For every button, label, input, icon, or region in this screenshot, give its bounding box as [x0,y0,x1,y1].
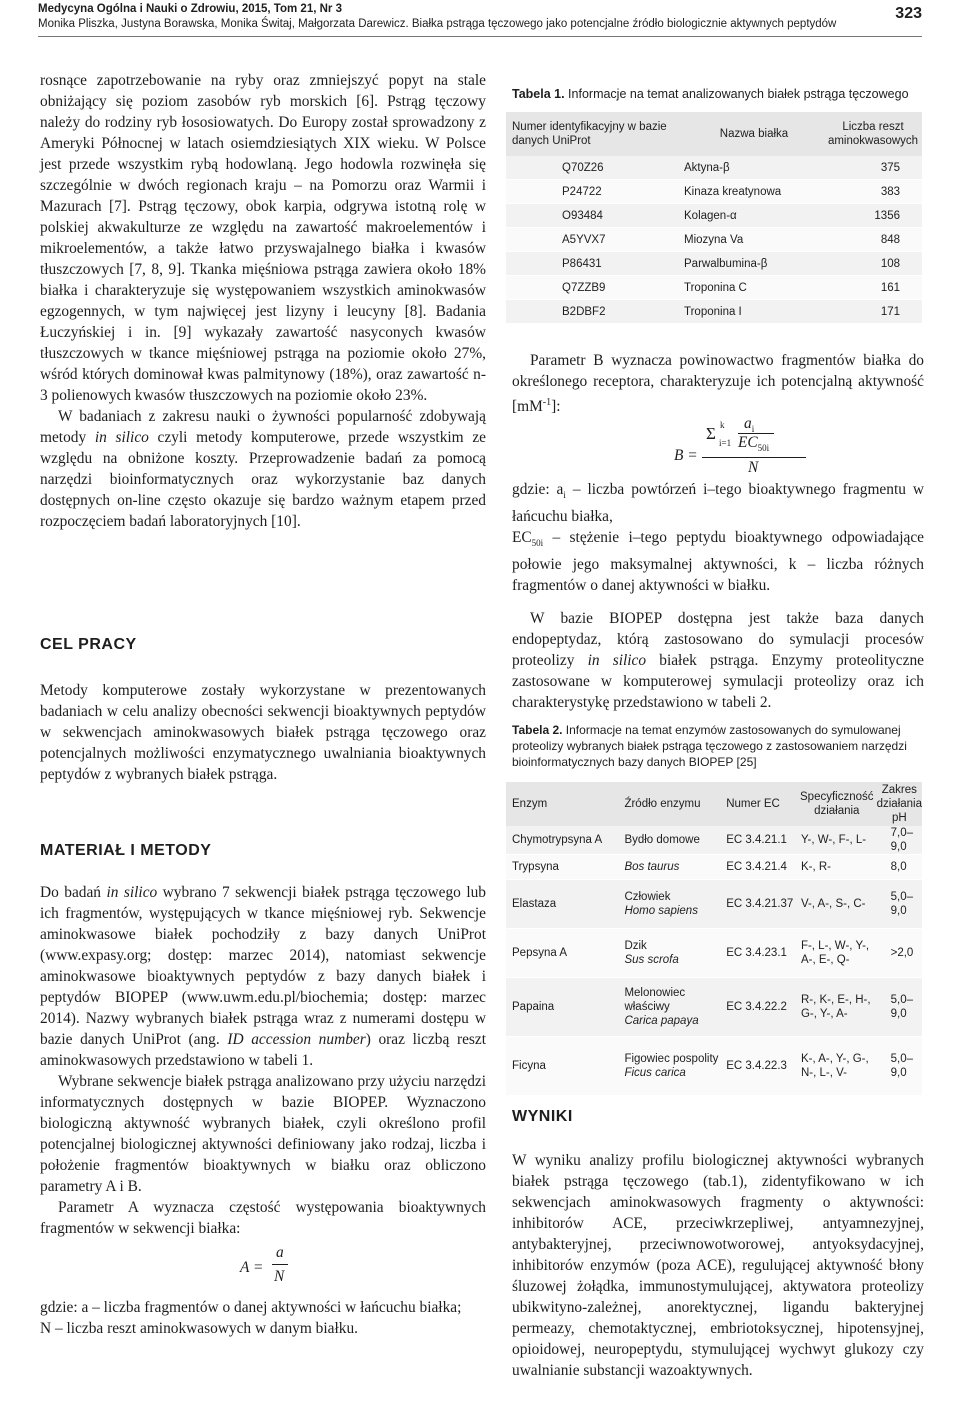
formula-b-lower-limit: i=1 [719,438,732,449]
where-a-line-2: N – liczba reszt aminokwasowych w danym białku. [40,1320,358,1337]
table2-cell: >2,0 [877,929,922,978]
table2-cell: Ficyna [506,1037,620,1096]
formula-b-denominator: N [748,459,759,477]
section-heading-wyniki: WYNIKI [512,1108,573,1125]
table2-cell: R-, K-, E-, H-, G-, Y-, A- [797,978,877,1037]
table1-row [506,252,922,276]
formula-b [512,417,924,479]
table1-cell: Miozyna Va [684,228,824,252]
table2-cell [620,978,726,1037]
table2-cell: 5,0–9,0 [877,1037,922,1096]
table1-cell: 375 [824,156,922,180]
table2-cell: 5,0–9,0 [877,880,922,929]
formula-a [40,1239,486,1297]
table2-header-cell: Źródło enzymu [620,782,726,826]
section-heading-material: MATERIAŁ I METODY [40,842,212,859]
table2-cell: EC 3.4.21.37 [726,880,797,929]
table1-cell: Aktyna-β [684,156,824,180]
enzyme-source-latin: Sus scrofa [624,954,679,966]
table1-row [506,156,922,180]
where-b-line-2: $EC_{50i}$ – stężenie i–tego peptydu bioaktywnego odpowiadające połowie jego maksymalnej aktywności, k – liczba różnych fragmentów o danej aktywności w białku. [512,529,924,595]
table2-cell: K-, A-, Y-, G-, N-, L-, V- [797,1037,877,1096]
enzyme-source-common: Dzik [624,940,647,952]
table1-header-cell: Liczba reszt aminokwasowych [824,112,922,156]
section-heading-cel: CEL PRACY [40,636,137,653]
article-citation: Monika Pliszka, Justyna Borawska, Monika Świtaj, Małgorzata Darewicz. Białka pstrąga tęczowego jako potencjalne źródło biologicznie aktywnych peptydów [38,18,837,30]
formula-b-upper-limit: k [720,420,725,431]
running-header [38,0,922,34]
formula-b-lhs: B = [674,447,698,465]
table2-cell [620,826,726,855]
table2-header-cell: Specyficzność działania [797,782,877,826]
table1-cell: Kinaza kreatynowa [684,180,824,204]
enzyme-source-common: Bydło domowe [624,834,700,846]
table2-cell [620,1037,726,1096]
table1-cell: Q70Z26 [506,156,684,180]
header-rule [38,36,922,37]
table2-cell: EC 3.4.21.1 [726,826,797,855]
table1-row [506,300,922,324]
table2-cell: K-, R- [797,855,877,880]
methods-paragraph-2: Wybrane sekwencje białek pstrąga analizowano przy użyciu narzędzi informatycznych dostępnych w bazie BIOPEP. Wyznaczono biologiczną aktywność wybranych białek, czyli określono profil potencjalnej biologicznej aktywności definiowany jako rodzaj, liczba i położenie fragmentów bioaktywnych w białku oraz obliczono parametry A i B. [40,1073,486,1195]
table1-header-cell: Numer identyfikacyjny w bazie danych UniProt [506,112,684,156]
table1-caption: Tabela 1. Informacje na temat analizowanych białek pstrąga tęczowego [512,87,909,101]
table1-row [506,180,922,204]
table2-row [506,1037,922,1096]
table2-cell [620,929,726,978]
table1-row [506,228,922,252]
enzyme-source-latin: Carica papaya [624,1015,699,1027]
table2-caption: Tabela 2. Informacje na temat enzymów zastosowanych do symulowanej proteolizy wybranych białek pstrąga tęczowego z zastosowaniem narzędzi bioinformatycznych bazy danych BIOPEP [25] [512,723,907,769]
intro-paragraph-2: W badaniach z zakresu nauki o żywności popularność zdobywają metody in silico czyli metody komputerowe, przede wszystkim ze względu na obniżone koszty. Przeprowadzenie badań za pomocą narzędzi bioinformatycznych oraz wykorzystanie baz danych dostępnych on-line często okazuje się bardzo ważnym etapem przed rozpoczęciem badań laboratoryjnych [10]. [40,408,486,530]
cel-paragraph: Metody komputerowe zostały wykorzystane w prezentowanych badaniach w celu analizy obecności sekwencji bioaktywnych peptydów w sekwencjach aminokwasowych białek pstrąga tęczowego oraz potencjalnych możliwości enzymatycznego uwalniania bioaktywnych peptydów z wybranych białek pstrąga. [40,682,486,783]
table2-row [506,978,922,1037]
methods-paragraph-1: Do badań in silico wybrano 7 sekwencji białek pstrąga tęczowego lub ich fragmentów, występujących w tkance mięśniowej ryb. Sekwencje aminokwasowe białek pochodziły z bazy danych UniProt (www.expasy.org; dostęp: marzec 2014), natomiast sekwencje aminokwasowe bioaktywnych peptydów z bazy danych białek i peptydów BIOPEP (www.uwm.edu.pl/biochemia; dostęp: marzec 2014). Nazwy wybranych białek pstrąga wraz z numerami dostępu w bazie danych UniProt (ang. ID accession number) oraz liczbą reszt aminokwasowych przedstawiono w tabeli 1. [40,884,486,1069]
left-column-intro [40,70,486,532]
formula-a-lhs: A = [240,1259,264,1276]
table2-header-row [506,782,922,826]
biopep-paragraph: W bazie BIOPEP dostępna jest także baza danych endopeptydaz, którą zastosowano do symulacji procesów proteolizy in silico białek pstrąga. Enzymy proteolityczne zastosowane w komputerowej symulacji proteolizy oraz ich charakterystykę przedstawiono w tabeli 2. [512,610,924,712]
table2-header-cell: Enzym [506,782,620,826]
table1-cell: 1356 [824,204,922,228]
table1-row [506,276,922,300]
intro-paragraph-1: rosnące zapotrzebowanie na ryby oraz zmniejszyć popyt na stale obniżający się poziom zasobów ryb morskich [6]. Pstrąg tęczowy należy do rodziny ryb łososiowatych. Do Europy został sprowadzony z Ameryki Północnej w latach osiemdziesiątych XIX wieku. W Polsce jest przede wszystkim rybą hodowlaną. Jego hodowla rozwinęła się szczególnie w dwóch regionach kraju – na Pomorzu oraz Warmii i Mazurach [7]. Pstrąg tęczowy, obok karpia, odgrywa istotną rolę w polskiej akwakulturze ze względu na zawartość makroelementów i mikroelementów, a także łatwo przyswajalnego białka i kwasów tłuszczowych [7, 8, 9]. Tkanka mięśniowa pstrąga zawiera około 18% białka i charakteryzuje się występowaniem wszystkich aminokwasów egzogennych, w tym najwięcej jest lizyny i leucyny [8]. Badania Łuczyńskiej i in. [9] wykazały zawartość nasyconych kwasów tłuszczowych w tkance mięśniowej pstrąga na poziomie około 27%, wśród których dominował kwas palmitynowy (18%), oraz zawartość n-3 polienowych kwasów tłuszczowych na poziomie około 23%. [40,72,486,404]
table1-header-row [506,112,922,156]
table1-cell: P24722 [506,180,684,204]
formula-b-ec: $EC_{50i}$ [738,434,770,454]
table1-header-cell: Nazwa białka [684,112,824,156]
enzyme-source-common: Figowiec pospolity [624,1053,719,1065]
table1-cell: O93484 [506,204,684,228]
table1-cell: Troponina C [684,276,824,300]
table2-cell: 8,0 [877,855,922,880]
enzyme-source-latin: Ficus carica [624,1067,686,1079]
where-a-line-1: gdzie: a – liczba fragmentów o danej aktywności w łańcuchu białka; [40,1299,462,1316]
table2-row [506,826,922,855]
table1-cell: Kolagen-α [684,204,824,228]
table2-cell: Elastaza [506,880,620,929]
table1-cell: P86431 [506,252,684,276]
table2-row [506,880,922,929]
table2-cell: EC 3.4.22.2 [726,978,797,1037]
table1-cell: 171 [824,300,922,324]
table1-cell: Q7ZZB9 [506,276,684,300]
table2-cell [620,855,726,880]
table1-cell: 108 [824,252,922,276]
table2-cell: 5,0–9,0 [877,978,922,1037]
page-number: 323 [895,5,922,22]
enzyme-source-common: Melonowiec właściwy [624,987,686,1013]
formula-b-sigma: Σ [706,424,716,444]
formula-b-ai: $a_i$ [744,415,755,435]
formula-a-denominator: N [274,1268,285,1285]
right-column-results [512,1150,924,1381]
table2-cell: Trypsyna [506,855,620,880]
param-b-paragraph: Parametr B wyznacza powinowactwo fragmentów białka do określonego receptora, charakteryzuje ich potencjalną aktywność $[mM^{-1}]$: [512,352,924,416]
table2-cell: EC 3.4.23.1 [726,929,797,978]
table1-cell: Troponina I [684,300,824,324]
table2-cell: F-, L-, W-, Y-, A-, E-, Q- [797,929,877,978]
table2-header-cell: Numer EC [726,782,797,826]
table2-cell: 7,0–9,0 [877,826,922,855]
left-column-methods [40,882,486,1339]
table2-cell: Pepsyna A [506,929,620,978]
journal-name: Medycyna Ogólna i Nauki o Zdrowiu, 2015, Tom 21, Nr 3 [38,3,342,15]
table2-row [506,929,922,978]
table-1 [506,112,922,324]
table1-cell: A5YVX7 [506,228,684,252]
formula-a-fraction-bar [272,1264,288,1265]
table2-cell: EC 3.4.21.4 [726,855,797,880]
table1-row [506,204,922,228]
table1-cell: 383 [824,180,922,204]
table-2 [506,782,922,1096]
right-column-param-b [512,350,924,713]
table2-cell [620,880,726,929]
where-b-line-1: gdzie: $a_i$ – liczba powtórzeń i–tego bioaktywnego fragmentu w łańcuchu białka, [512,481,924,526]
table2-cell: Chymotrypsyna A [506,826,620,855]
table1-cell: 848 [824,228,922,252]
methods-paragraph-3: Parametr A wyznacza częstość występowania bioaktywnych fragmentów w sekwencji białka: [40,1199,486,1237]
table2-header-cell: Zakres działania pH [876,784,923,824]
table2-cell: Y-, W-, F-, L- [797,826,877,855]
enzyme-source-latin: Bos taurus [624,861,680,873]
table2-row [506,855,922,880]
table1-cell: Parwalbumina-β [684,252,824,276]
enzyme-source-latin: Homo sapiens [624,905,698,917]
left-column-cel [40,680,486,785]
results-paragraph: W wyniku analizy profilu biologicznej aktywności wybranych białek pstrąga tęczowego (tab.1), zidentyfikowano w ich sekwencjach aminokwasowych fragmenty o aktywności: inhibitorów ACE, przeciwkrzepliwej, antyamnezyjnej, antybakteryjnej, przeciwnowotworowej, antyoksydacyjnej, inhibitorów enzymów (poza ACE), regulującej aktywność błony śluzowej żołądka, immunostymulującej, aktywatora proteolizy ubikwityno-zależnej, anorektycznej, ligandu bakteryjnej permeazy, chemotaktycznej, embriotoksycznej, hipotensyjnej, opioidowej, neuropeptydu, stymulującej wychwyt glukozy czy uwalnianie substancji wazoaktywnych. [512,1152,924,1379]
table1-cell: 161 [824,276,922,300]
enzyme-source-common: Człowiek [624,891,671,903]
table2-cell: V-, A-, S-, C- [797,880,877,929]
formula-a-numerator: a [276,1244,284,1261]
table2-cell: EC 3.4.22.3 [726,1037,797,1096]
table1-cell: B2DBF2 [506,300,684,324]
table2-cell: Papaina [506,978,620,1037]
